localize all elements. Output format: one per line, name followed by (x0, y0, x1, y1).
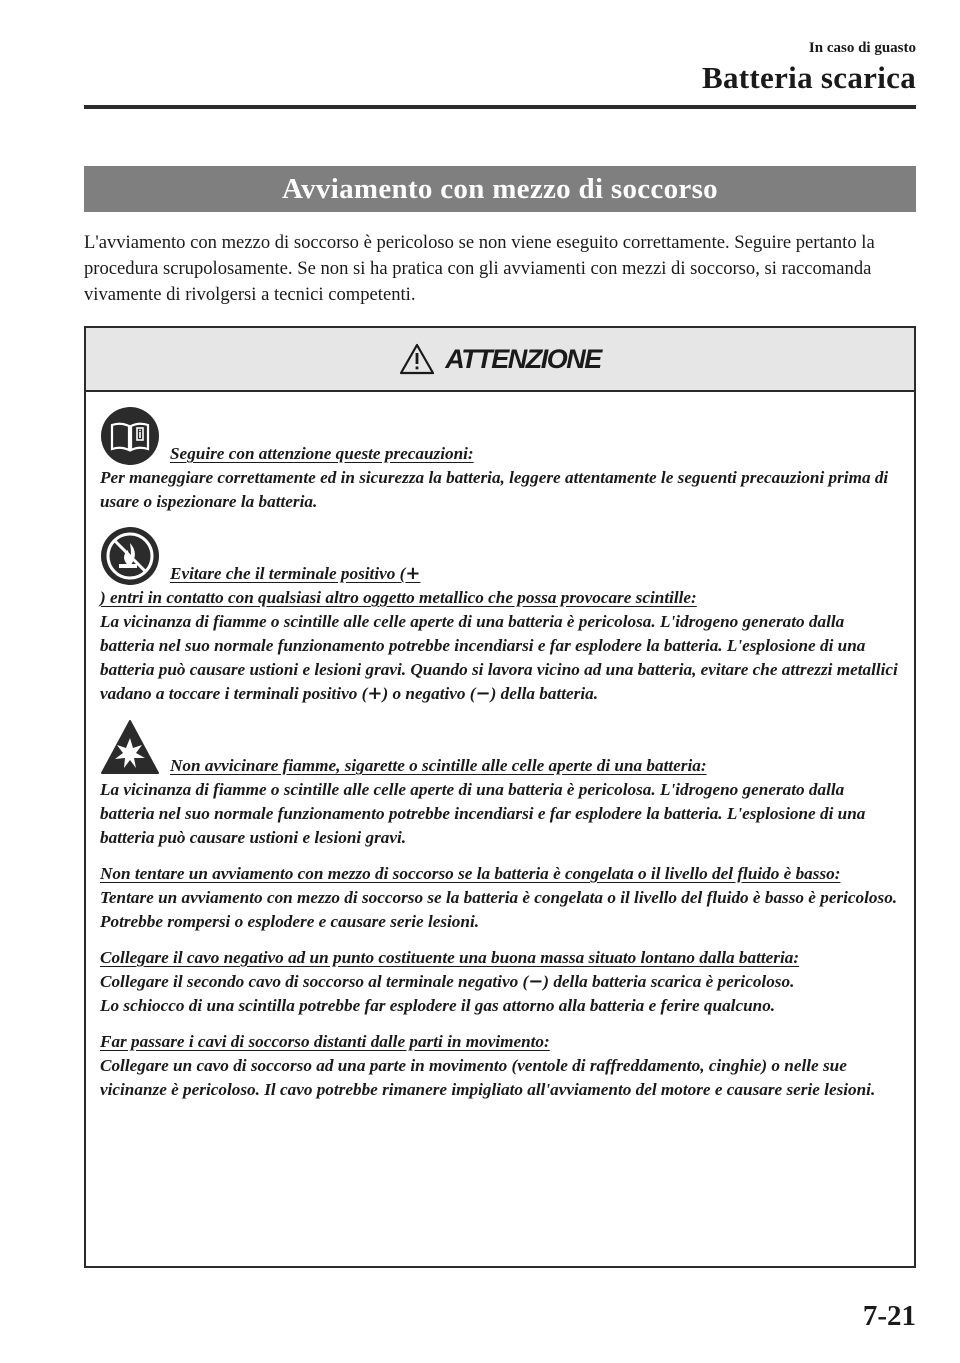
no-flame-icon (100, 526, 160, 586)
warning-box (84, 326, 916, 1268)
warning-item (100, 862, 900, 934)
explosion-warning-icon (100, 718, 160, 778)
header-divider (84, 105, 916, 109)
item-heading: Far passare i cavi di soccorso distanti dalle parti in movimento: (100, 1032, 550, 1051)
manual-icon (100, 406, 160, 466)
chapter-title: In caso di guasto (808, 40, 916, 56)
item-body: Tentare un avviamento con mezzo di soccorso se la batteria è congelata o il livello del fluido è basso è pericoloso. Potrebbe rompersi o esplodere e causare serie lesioni. (100, 888, 898, 931)
warning-item (100, 526, 900, 706)
item-body: Lo schiocco di una scintilla potrebbe far esplodere il gas attorno alla batteria e ferire qualcuno. (100, 996, 776, 1015)
warning-label: ATTENZIONE (445, 343, 601, 374)
page-title: Batteria scarica (702, 60, 916, 95)
warning-header (86, 328, 914, 392)
warning-item (100, 946, 900, 1018)
warning-item (100, 718, 900, 850)
item-body: Collegare il secondo cavo di soccorso al terminale negativo (−) della batteria scarica è pericoloso. (100, 971, 795, 992)
item-heading: Evitare che il terminale positivo ( (170, 564, 406, 583)
minus-symbol: − (528, 971, 544, 992)
plus-symbol: + (367, 683, 383, 704)
section-title: Avviamento con mezzo di soccorso (84, 166, 916, 212)
item-heading: Non tentare un avviamento con mezzo di soccorso se la batteria è congelata o il livello del fluido è basso: (100, 864, 841, 883)
warning-body (86, 392, 914, 1102)
item-heading-continued: ) entri in contatto con qualsiasi altro oggetto metallico che possa provocare scintille: (100, 588, 697, 607)
warning-item (100, 1030, 900, 1102)
item-body: Per maneggiare correttamente ed in sicurezza la batteria, leggere attentamente le seguenti precauzioni prima di usare o ispezionare la batteria. (100, 468, 889, 511)
item-body: La vicinanza di fiamme o scintille alle celle aperte di una batteria è pericolosa. L'idrogeno generato dalla batteria nel suo normale funzionamento potrebbe incendiarsi e far esplodere la batteria. L'esplosione di una batteria può causare ustioni e lesioni gravi. (100, 780, 866, 847)
item-heading: Non avvicinare fiamme, sigarette o scintille alle celle aperte di una batteria: (170, 756, 707, 775)
item-heading: Collegare il cavo negativo ad un punto costituente una buona massa situato lontano dalla batteria: (100, 948, 800, 967)
warning-triangle-icon (399, 343, 435, 375)
plus-symbol: + (405, 563, 421, 584)
intro-paragraph: L'avviamento con mezzo di soccorso è pericoloso se non viene eseguito correttamente. Seguire pertanto la procedura scrupolosamente. Se non si ha pratica con gli avviamenti con mezzi di soccorso, si raccomanda vivamente di rivolgersi a tecnici competenti. (84, 232, 875, 305)
item-body: Collegare un cavo di soccorso ad una parte in movimento (ventole di raffreddamento, cinghie) o nelle sue vicinanze è pericoloso. Il cavo potrebbe rimanere impigliato all'avviamento del motore e causare serie lesioni. (100, 1056, 876, 1099)
page-number: 7-21 (862, 1300, 916, 1332)
item-heading: Seguire con attenzione queste precauzioni: (170, 444, 474, 463)
warning-item (100, 406, 900, 514)
minus-symbol: − (475, 683, 491, 704)
item-body: La vicinanza di fiamme o scintille alle celle aperte di una batteria è pericolosa. L'idrogeno generato dalla batteria nel suo normale funzionamento potrebbe incendiarsi e far esplodere la batteria. L'esplosione di una batteria può causare ustioni e lesioni gravi. Quando si lavora vicino ad una batteria, evitare che attrezzi metallici vadano a toccare i terminali positivo (+) o negativo (−) della batteria. (100, 612, 898, 704)
